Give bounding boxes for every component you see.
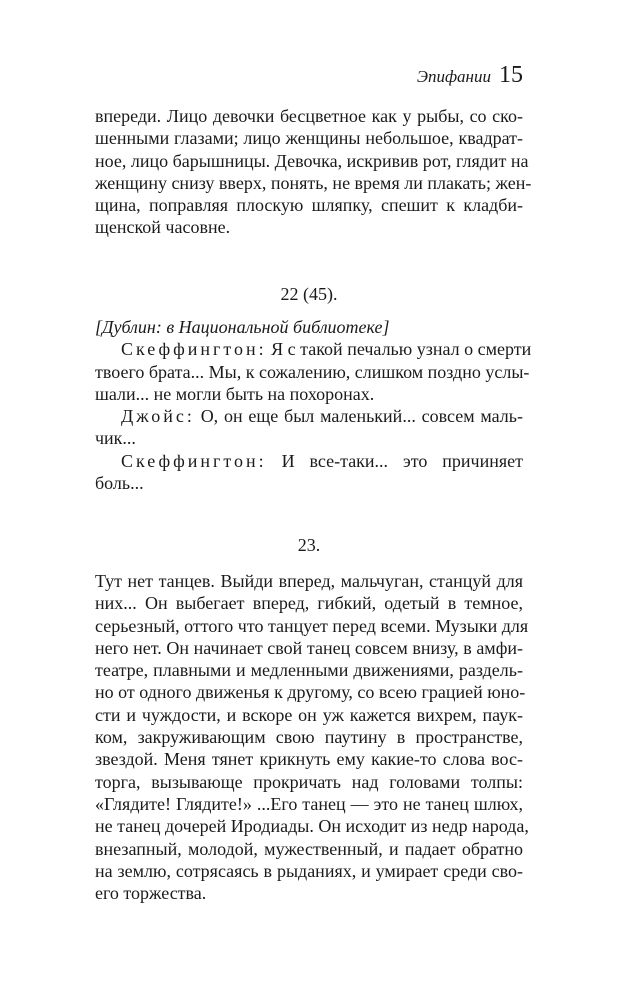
- text-line: не танец дочерей Иродиады. Он исходит из недр народа,: [95, 816, 529, 837]
- text-line: щина, поправляя плоскую шляпку, спешит к кладби-: [95, 195, 523, 216]
- running-head-title: Эпифании: [416, 67, 491, 86]
- dialogue-line: [95, 338, 532, 360]
- paragraph-continued: [95, 105, 532, 239]
- scene-setting: [Дублин: в Национальной библиотеке]: [95, 317, 390, 337]
- text-line: на землю, сотрясаясь в рыданиях, и умирает среди сво-: [95, 860, 523, 881]
- text-line: его торжества.: [95, 883, 207, 904]
- section-heading-22: 22 (45).: [280, 284, 338, 304]
- text-line: сти и чуждости, и вскоре он уж кажется вихрем, паук-: [95, 704, 523, 725]
- text-line: «Глядите! Глядите!» ...Его танец — это не танец шлюх,: [95, 793, 523, 814]
- text-line: впереди. Лицо девочки бесцветное как у рыбы, со ско-: [95, 106, 523, 126]
- text-line: серьезный, оттого что танцует перед всеми. Музыки для: [95, 615, 529, 636]
- speech-text: И все-таки... это причиняет: [281, 450, 523, 471]
- text-line: Тут нет танцев. Выйди вперед, мальчуган, станцуй для: [95, 571, 523, 591]
- speaker-name: Скеффингтон:: [121, 450, 267, 471]
- speaker-name: Джойс:: [121, 406, 195, 427]
- text-line: женщину снизу вверх, понять, не время ли плакать; жен-: [95, 172, 532, 193]
- text-line: шенными глазами; лицо женщины небольшое, квадрат-: [95, 128, 523, 149]
- text-line: звездой. Меня тянет крикнуть ему какие-то слова вос-: [95, 749, 523, 770]
- speech-text: Я с такой печалью узнал о смерти: [271, 339, 532, 360]
- speech-text: О, он еще был маленький... совсем маль-: [200, 406, 523, 427]
- running-head: [417, 62, 523, 89]
- text-line: внезапный, молодой, мужественный, и падает обратно: [95, 838, 523, 859]
- dialogue-section: [95, 316, 532, 494]
- text-line: щенской часовне.: [95, 217, 231, 238]
- section-heading-23: 23.: [297, 535, 321, 555]
- text-line: торга, вызывающе прокричать над головами толпы:: [95, 771, 523, 792]
- paragraph-23: [95, 570, 529, 904]
- text-line: чик...: [95, 428, 136, 449]
- text-line: них... Он выбегает вперед, гибкий, одетый в темное,: [95, 593, 523, 614]
- speaker-name: Скеффингтон:: [121, 339, 267, 360]
- page-number: 15: [499, 62, 523, 88]
- text-line: театре, плавными и медленными движениями, раздель-: [95, 660, 523, 681]
- text-line: боль...: [95, 473, 144, 494]
- dialogue-line: [95, 450, 523, 472]
- text-line: ком, закруживающим свою паутину в пространстве,: [95, 727, 523, 748]
- text-line: твоего брата... Мы, к сожалению, слишком поздно услы-: [95, 361, 530, 382]
- text-line: него нет. Он начинает свой танец совсем внизу, в амфи-: [95, 637, 523, 658]
- text-line: ное, лицо барышницы. Девочка, искривив рот, глядит на: [95, 150, 529, 171]
- dialogue-line: [95, 405, 523, 427]
- text-line: но от одного движенья к другому, со всею грацией юно-: [95, 682, 526, 703]
- text-line: шали... не могли быть на похоронах.: [95, 383, 375, 404]
